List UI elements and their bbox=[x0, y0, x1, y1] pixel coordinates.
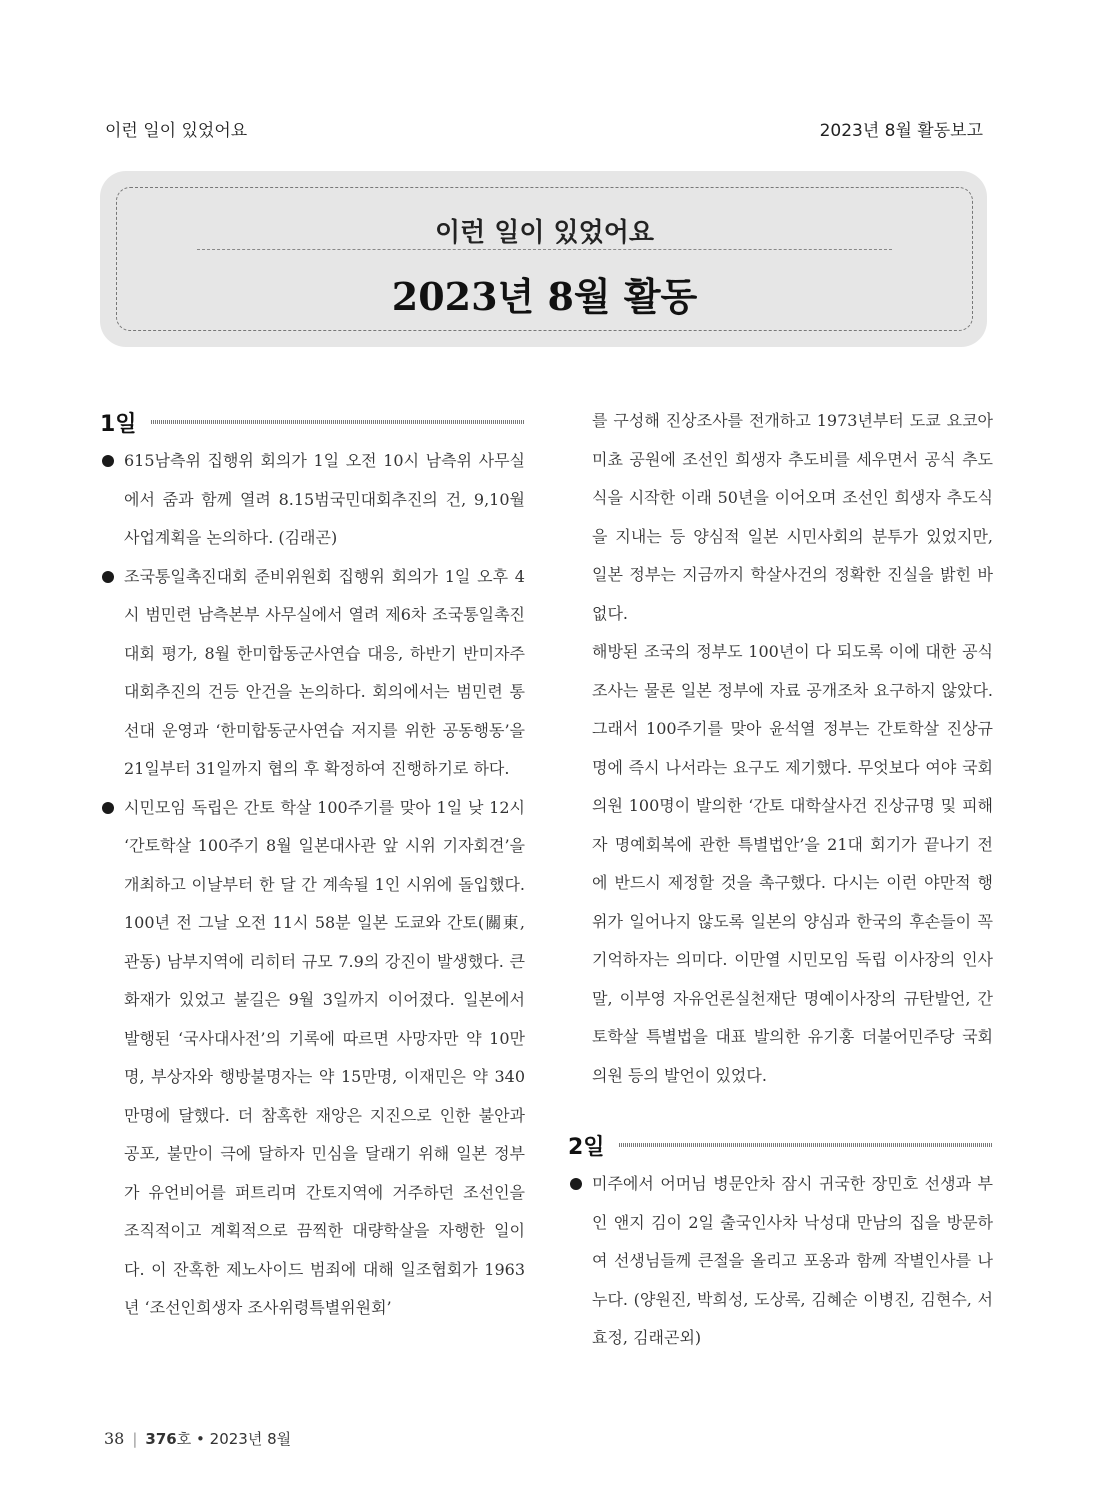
issue-date: 2023년 8월 bbox=[209, 1430, 292, 1448]
page-title: 2023년 8월 활동 bbox=[391, 274, 698, 319]
list-item bbox=[100, 442, 525, 558]
list-item bbox=[100, 789, 525, 1328]
bullet-dot-icon bbox=[102, 571, 114, 583]
running-header-right: 2023년 8월 활동보고 bbox=[819, 121, 983, 141]
day-1-heading bbox=[100, 402, 525, 442]
list-item bbox=[100, 558, 525, 789]
issue-suffix: 호 bbox=[176, 1430, 192, 1448]
day-2-label: 2일 bbox=[568, 1134, 605, 1160]
list-item-text: 615남측위 집행위 회의가 1일 오전 10시 남측위 사무실에서 줌과 함께 열려 8.15범국민대회추진의 건, 9,10월 사업계획을 논의하다. (김래곤) bbox=[124, 451, 525, 547]
right-column bbox=[568, 402, 993, 1358]
left-column bbox=[100, 402, 525, 1328]
title-subtitle: 이런 일이 있었어요 bbox=[434, 218, 655, 248]
footer-bullet: • bbox=[196, 1430, 205, 1448]
list-item-text: 조국통일촉진대회 준비위원회 집행위 회의가 1일 오후 4시 범민련 남측본부 사무실에서 열려 제6차 조국통일촉진대회 평가, 8월 한미합동군사연습 대응, 하반기 반미자주대회추진의 건등 안건을 논의하다. 회의에서는 범민련 통선대 운영과 ‘한미합동군사연습 저지를 위한 공동행동’을 21일부터 31일까지 협의 후 확정하여 진행하기로 하다. bbox=[124, 566, 525, 778]
page-number: 38 bbox=[104, 1429, 125, 1448]
day-2-list bbox=[568, 1165, 993, 1358]
title-divider bbox=[197, 249, 892, 250]
day-1-list bbox=[100, 442, 525, 1328]
title-dashed-frame bbox=[116, 187, 973, 331]
running-header-left: 이런 일이 있었어요 bbox=[105, 121, 248, 141]
bullet-dot-icon bbox=[102, 455, 114, 467]
bullet-dot-icon bbox=[102, 802, 114, 814]
continued-paragraph: 해방된 조국의 정부도 100년이 다 되도록 이에 대한 공식조사는 물론 일본 정부에 자료 공개조차 요구하지 않았다. 그래서 100주기를 맞아 윤석열 정부는 간토학살 진상규명에 즉시 나서라는 요구도 제기했다. 무엇보다 여야 국회의원 100명이 발의한 ‘간토 대학살사건 진상규명 및 피해자 명예회복에 관한 특별법안’을 21대 회기가 끝나기 전에 반드시 제정할 것을 촉구했다. 다시는 이런 야만적 행위가 일어나지 않도록 일본의 양심과 한국의 후손들이 꼭 기억하자는 의미다. 이만열 시민모임 독립 이사장의 인사말, 이부영 자유언론실천재단 명예이사장의 규탄발언, 간토학살 특별법을 대표 발의한 유기홍 더불어민주당 국회의원 등의 발언이 있었다. bbox=[592, 642, 993, 1085]
day-2-section bbox=[568, 1125, 993, 1358]
bullet-dot-icon bbox=[570, 1178, 582, 1190]
day-2-heading bbox=[568, 1125, 993, 1165]
title-box bbox=[100, 171, 987, 347]
day-1-rule bbox=[151, 420, 525, 424]
page-footer bbox=[104, 1428, 291, 1449]
day-1-label: 1일 bbox=[100, 411, 137, 437]
continued-paragraph: 를 구성해 진상조사를 전개하고 1973년부터 도쿄 요코아미쵸 공원에 조선인 희생자 추도비를 세우면서 공식 추도식을 시작한 이래 50년을 이어오며 조선인 희생자 추도식을 지내는 등 양심적 일본 시민사회의 분투가 있었지만, 일본 정부는 지금까지 학살사건의 정확한 진실을 밝힌 바 없다. bbox=[592, 411, 993, 623]
list-item-text: 시민모임 독립은 간토 학살 100주기를 맞아 1일 낮 12시 ‘간토학살 100주기 8월 일본대사관 앞 시위 기자회견’을 개최하고 이날부터 한 달 간 계속될 1인 시위에 돌입했다. 100년 전 그날 오전 11시 58분 일본 도쿄와 간토(關東, 관동) 남부지역에 리히터 규모 7.9의 강진이 발생했다. 큰 화재가 있었고 불길은 9월 3일까지 이어졌다. 일본에서 발행된 ‘국사대사전’의 기록에 따르면 사망자만 약 10만명, 부상자와 행방불명자는 약 15만명, 이재민은 약 340만명에 달했다. 더 참혹한 재앙은 지진으로 인한 불안과 공포, 불만이 극에 달하자 민심을 달래기 위해 일본 정부가 유언비어를 퍼트리며 간토지역에 거주하던 조선인을 조직적이고 계획적으로 끔찍한 대량학살을 자행한 일이다. 이 잔혹한 제노사이드 범죄에 대해 일조협회가 1963년 ‘조선인희생자 조사위령특별위원회’ bbox=[124, 797, 525, 1317]
day-2-rule bbox=[619, 1143, 993, 1147]
list-item bbox=[568, 1165, 993, 1358]
issue-number: 376 bbox=[145, 1430, 177, 1448]
list-item-text: 미주에서 어머님 병문안차 잠시 귀국한 장민호 선생과 부인 앤지 김이 2일 출국인사차 낙성대 만남의 집을 방문하여 선생님들께 큰절을 올리고 포옹과 함께 작별인사를 나누다. (양원진, 박희성, 도상록, 김혜순 이병진, 김현수, 서효정, 김래곤외) bbox=[592, 1174, 993, 1347]
footer-separator: | bbox=[132, 1430, 138, 1448]
